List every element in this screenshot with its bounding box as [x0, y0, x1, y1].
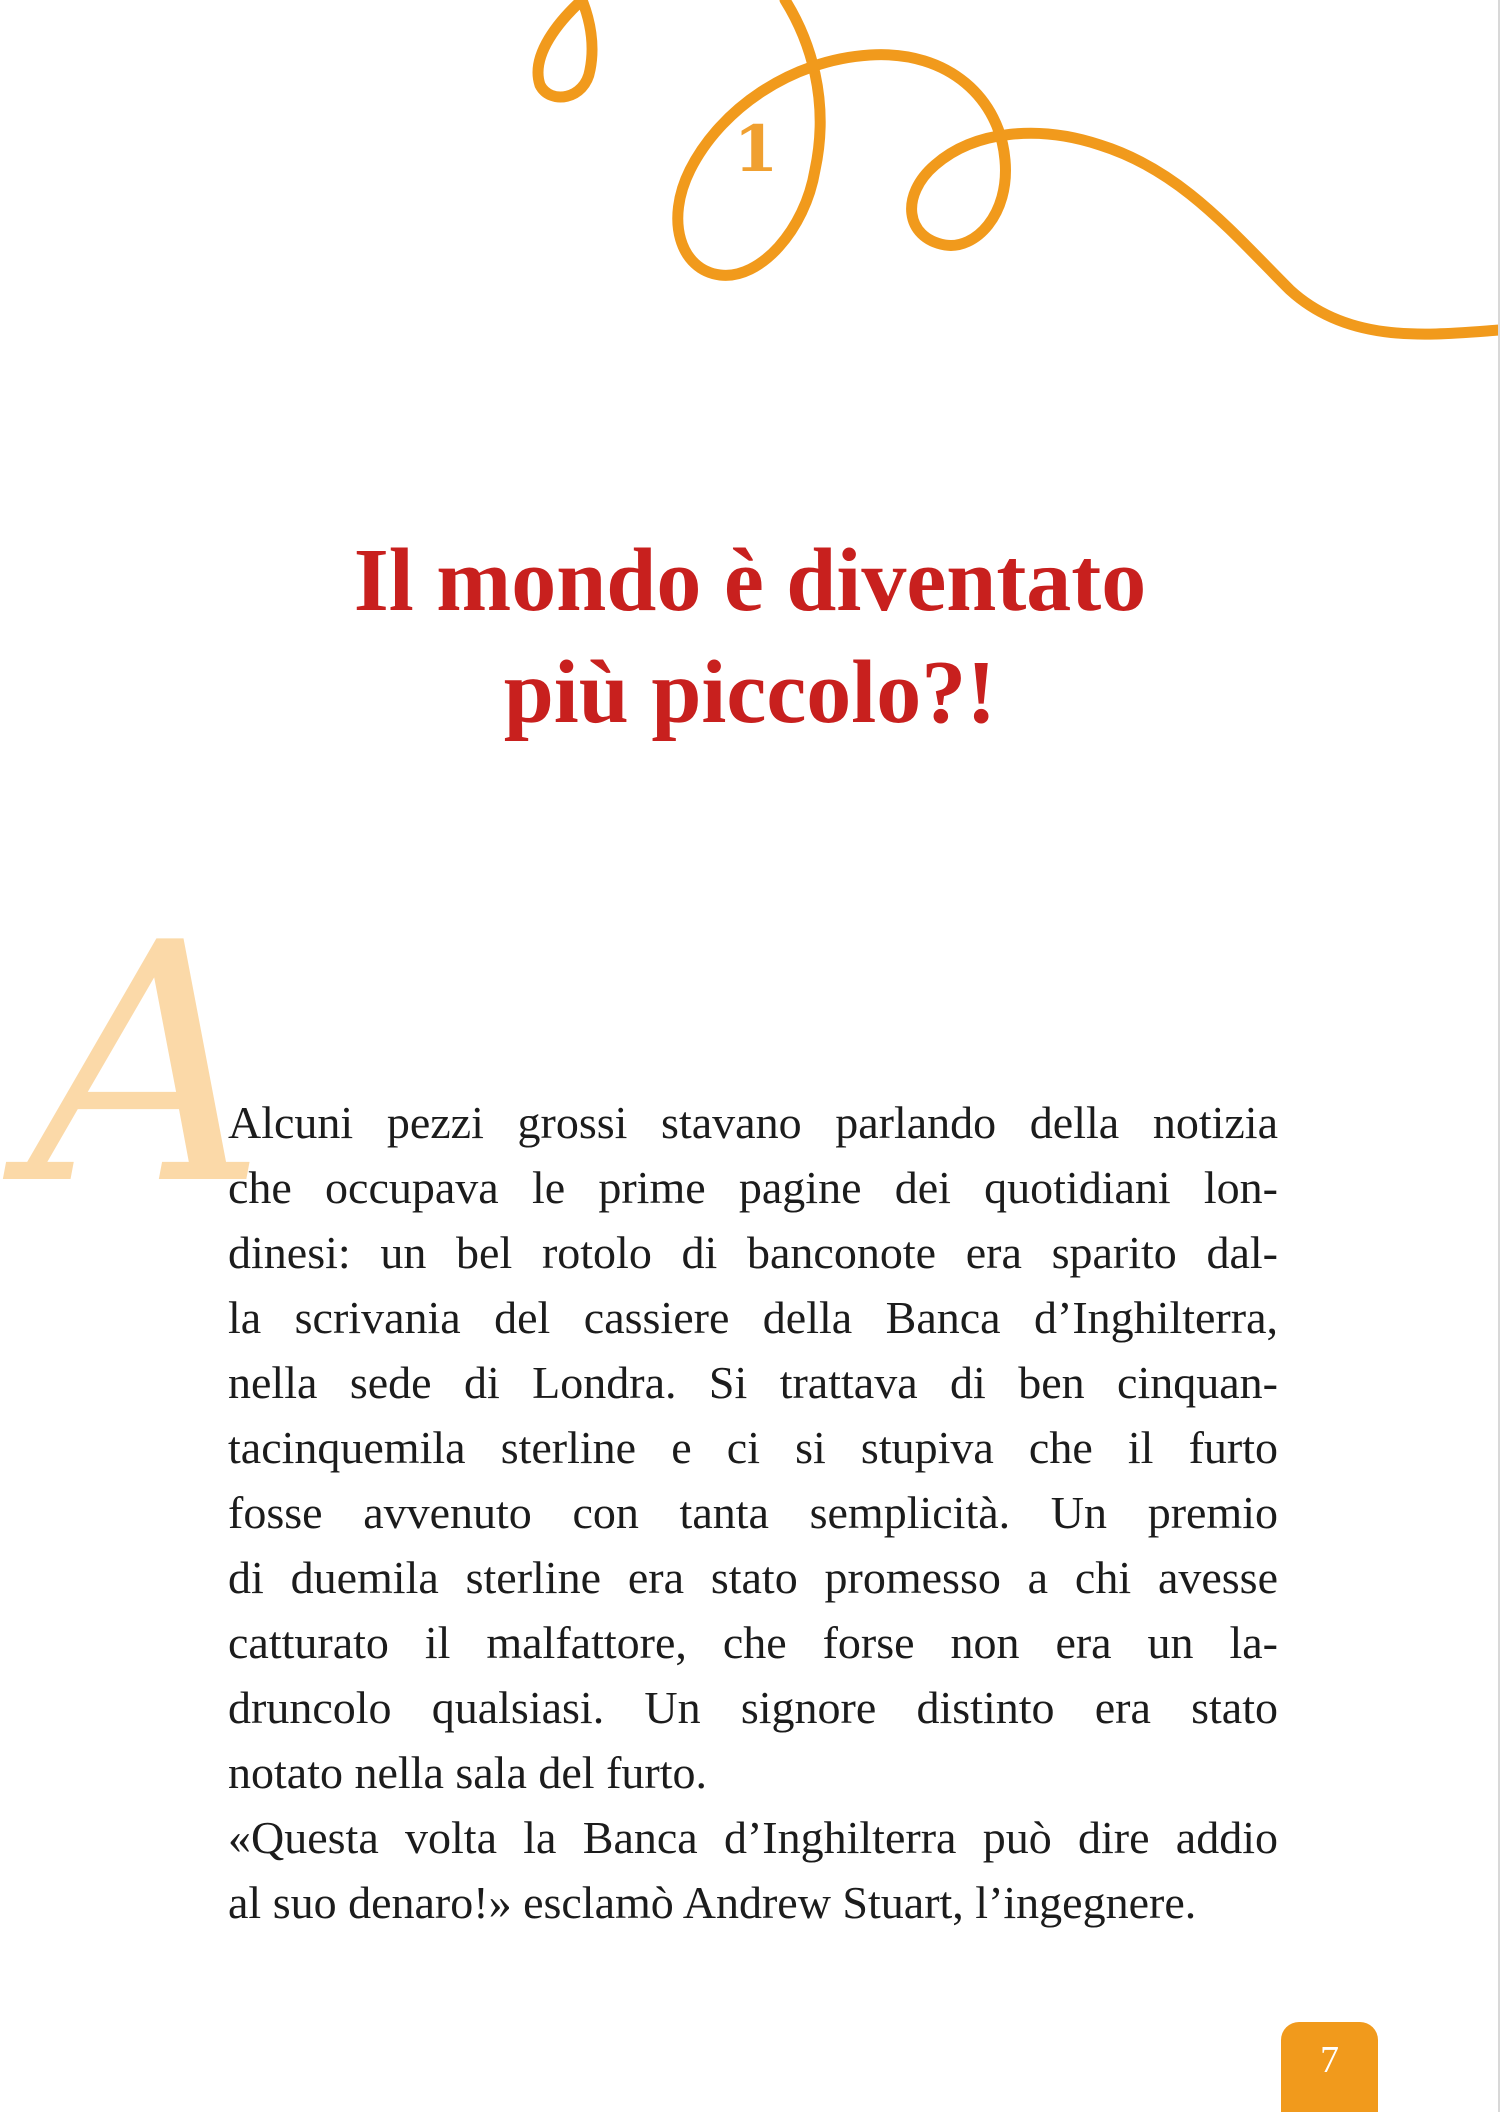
- text-line: catturato il malfattore, che forse non era un la-: [228, 1617, 1278, 1668]
- body-paragraph: [228, 1090, 1278, 1935]
- text-line: druncolo qualsiasi. Un signore distinto era stato: [228, 1682, 1278, 1733]
- text-line: nella sede di Londra. Si trattava di ben cinquan-: [228, 1357, 1278, 1408]
- chapter-title-line-2: più piccolo?!: [503, 643, 997, 742]
- text-line: «Questa volta la Banca d’Inghilterra può dire addio: [228, 1812, 1278, 1863]
- page-number-badge: [1281, 2022, 1378, 2112]
- chapter-title: [0, 525, 1500, 749]
- text-line: al suo denaro!» esclamò Andrew Stuart, l’ingegnere.: [228, 1877, 1197, 1928]
- chapter-number: 1: [733, 112, 779, 187]
- text-line: tacinquemila sterline e ci si stupiva che il furto: [228, 1422, 1278, 1473]
- text-line: che occupava le prime pagine dei quotidiani lon-: [228, 1162, 1278, 1213]
- text-line: Alcuni pezzi grossi stavano parlando della notizia: [228, 1097, 1278, 1148]
- chapter-title-line-1: Il mondo è diventato: [353, 531, 1147, 630]
- text-line: notato nella sala del furto.: [228, 1747, 708, 1798]
- page-number: 7: [1320, 2039, 1339, 2081]
- text-line: fosse avvenuto con tanta semplicità. Un premio: [228, 1487, 1278, 1538]
- swirl-ornament-icon: [0, 0, 1500, 420]
- drop-cap-letter: A: [28, 873, 267, 1257]
- text-line: di duemila sterline era stato promesso a chi avesse: [228, 1552, 1278, 1603]
- text-line: dinesi: un bel rotolo di banconote era sparito dal-: [228, 1227, 1278, 1278]
- text-line: la scrivania del cassiere della Banca d’Inghilterra,: [228, 1292, 1278, 1343]
